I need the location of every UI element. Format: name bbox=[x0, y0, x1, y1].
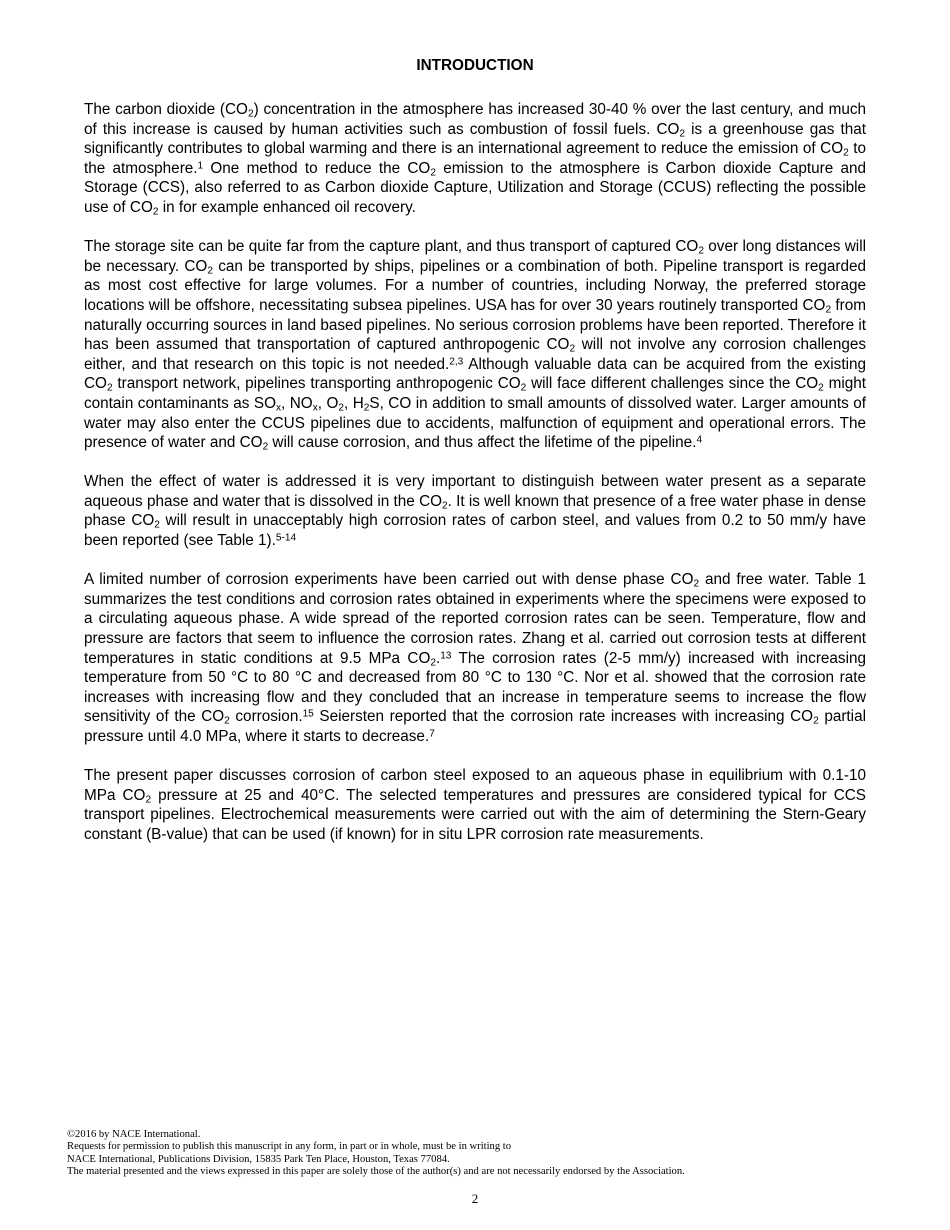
paragraph-1: The carbon dioxide $(CO_2)$ concentration in the atmosphere has increased 30-40 % over the last century, and much of this increase is caused by human activities such as combustion of fossil fuels. $CO_2$ is a greenhouse gas that significantly contributes to global warming and there is an international agreement to reduce the emission of $CO_2$ to the atmosphere.$^1$ One method to reduce the $CO_2$ emission to the atmosphere is Carbon dioxide Capture and Storage (CCS), also referred to as Carbon dioxide Capture, Utilization and Storage (CCUS) reflecting the possible use of $CO_2$ in for example enhanced oil recovery. bbox=[84, 101, 866, 218]
citation: 1 bbox=[197, 160, 204, 172]
paragraph-2: The storage site can be quite far from the capture plant, and thus transport of captured $CO_2$ over long distances will be necessary. $CO_2$ can be transported by ships, pipelines or a combination of both. Pipeline transport is regarded as most cost effective for large volumes. For a number of countries, including Norway, the preferred storage locations will be offshore, necessitating subsea pipelines. USA has for over 30 years routinely transported $CO_2$ from naturally occurring sources in land based pipelines. No serious corrosion problems have been reported. Therefore it has been assumed that transportation of captured anthropogenic $CO_2$ will not involve any corrosion challenges either, and that research on this topic is not needed.$^{2,3}$ Although valuable data can be acquired from the existing $CO_2$ transport network, pipelines transporting anthropogenic $CO_2$ will face different challenges since the $CO_2$ might contain contaminants as $SO_x$, $NO_x$, $O_2$, $H_2S$, CO in addition to small amounts of dissolved water. Larger amounts of water may also enter the CCUS pipelines due to accidents, malfunction of equipment and operational errors. The presence of water and $CO_2$ will cause corrosion, and thus affect the lifetime of the pipeline.$^4$ bbox=[84, 238, 867, 453]
citation: 15 bbox=[302, 708, 314, 720]
citation: 2,3 bbox=[449, 356, 464, 368]
citation: 5-14 bbox=[275, 532, 297, 544]
body-text bbox=[84, 100, 866, 864]
footer-line: Requests for permission to publish this manuscript in any form, in part or in whole, must be in writing to bbox=[67, 1141, 512, 1153]
citation: 7 bbox=[429, 728, 435, 740]
citation: 4 bbox=[696, 434, 703, 446]
section-heading: INTRODUCTION bbox=[416, 57, 534, 74]
citation: 13 bbox=[440, 650, 452, 662]
footer-line: NACE International, Publications Division, 15835 Park Ten Place, Houston, Texas 77084. bbox=[67, 1153, 450, 1165]
paragraph-3: When the effect of water is addressed it is very important to distinguish between water present as a separate aqueous phase and water that is dissolved in the $CO_2$. It is well known that presence of a free water phase in dense phase $CO_2$ will result in unacceptably high corrosion rates of carbon steel, and values from 0.2 to 50 mm/y have been reported (see Table 1).$^{5-14}$ bbox=[84, 473, 866, 550]
footer-line: ©2016 by NACE International. bbox=[67, 1129, 201, 1140]
copyright-footer bbox=[67, 1129, 887, 1179]
footer-line: The material presented and the views expressed in this paper are solely those of the author(s) and are not necessarily endorsed by the Association. bbox=[67, 1166, 685, 1178]
page-number: 2 bbox=[471, 1191, 479, 1206]
paragraph-5: The present paper discusses corrosion of carbon steel exposed to an aqueous phase in equilibrium with 0.1-10 MPa $CO_2$ pressure at 25 and 40°C. The selected temperatures and pressures are considered typical for CCS transport pipelines. Electrochemical measurements were carried out with the aim of determining the Stern-Geary constant (B-value) that can be used (if known) for in situ LPR corrosion rate measurements. bbox=[84, 767, 866, 843]
paragraph-4: A limited number of corrosion experiments have been carried out with dense phase $CO_2$ and free water. Table 1 summarizes the test conditions and corrosion rates obtained in experiments where the specimens were exposed to a circulating aqueous phase. A wide spread of the reported corrosion rates can be seen. Temperature, flow and pressure are factors that seem to influence the corrosion rates. Zhang et al. carried out corrosion tests at different temperatures in static conditions at 9.5 MPa $CO_2.^{13}$ The corrosion rates (2-5 mm/y) increased with increasing temperature from 50 °C to 80 °C and decreased from 80 °C to 130 °C. Nor et al. showed that the corrosion rate increases with increasing flow and they concluded that an increase in temperature seems to increase the flow sensitivity of the $CO_2$ corrosion.$^{15}$ Seiersten reported that the corrosion rate increases with increasing $CO_2$ partial pressure until 4.0 MPa, where it starts to decrease.$^7$ bbox=[84, 571, 866, 745]
